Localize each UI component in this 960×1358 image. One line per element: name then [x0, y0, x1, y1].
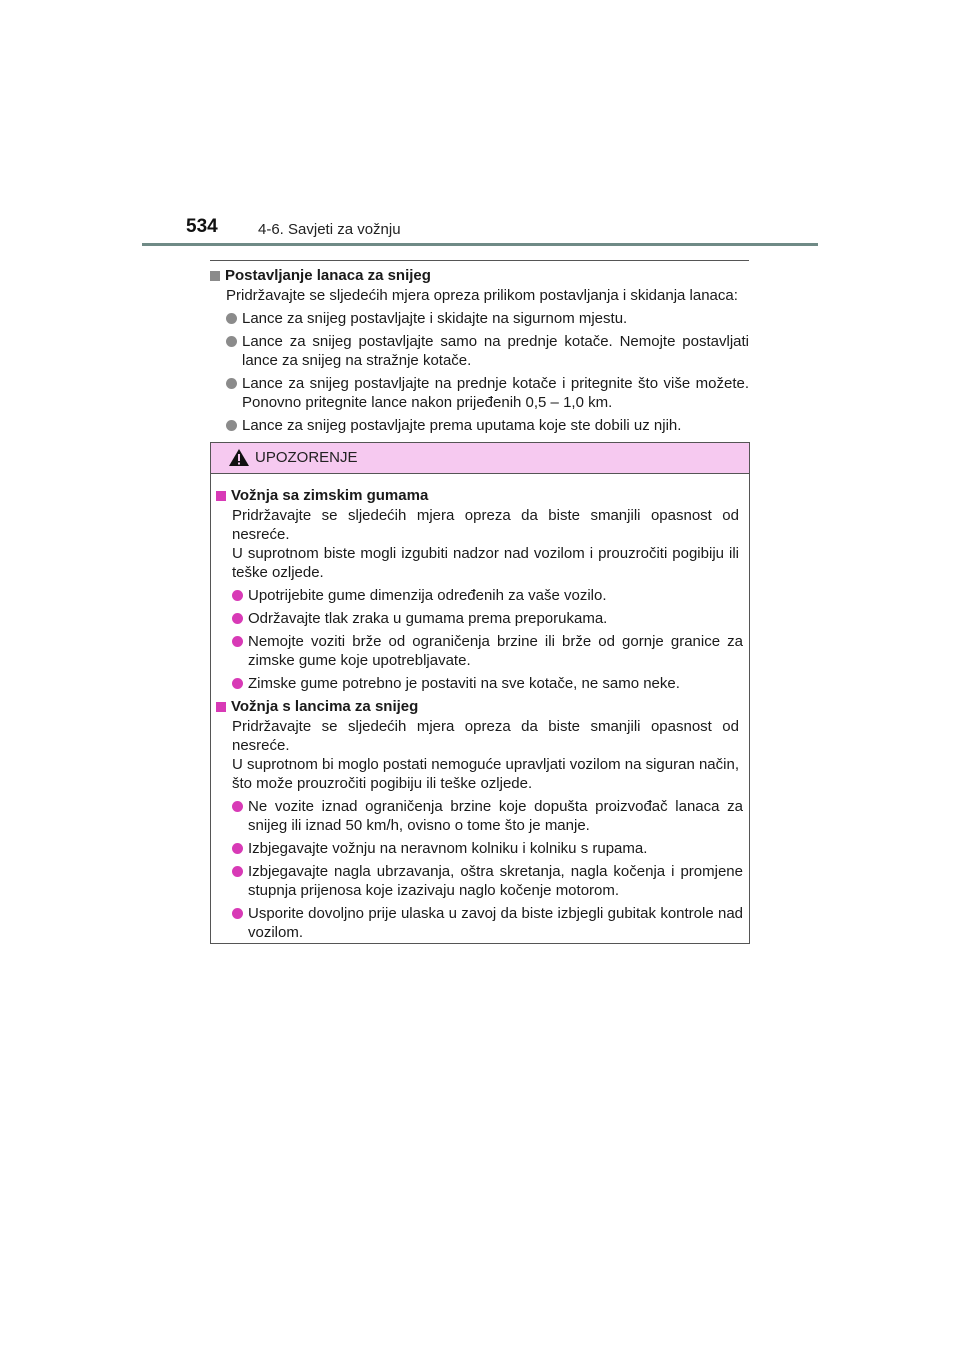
list-item: Izbjegavajte nagla ubrzavanja, oštra skretanja, nagla kočenja i promjene stupnja prijenosa koje izazivaju naglo kočenje motorom. [232, 862, 743, 900]
list-item: Lance za snijeg postavljajte samo na prednje kotače. Nemojte postavljati lance za snijeg na stražnje kotače. [226, 332, 749, 370]
circle-bullet-icon [232, 866, 243, 877]
warning-consequence: U suprotnom biste mogli izgubiti nadzor nad vozilom i prouzročiti pogibiju ili teške ozljede. [232, 545, 739, 581]
list-item: Lance za snijeg postavljajte i skidajte na sigurnom mjestu. [226, 309, 749, 328]
warning-heading-text: Vožnja sa zimskim gumama [231, 487, 429, 504]
circle-bullet-icon [232, 801, 243, 812]
circle-bullet-icon [232, 636, 243, 647]
warning-intro: Pridržavajte se sljedećih mjera opreza da biste smanjili opasnost od nesreće. [232, 507, 739, 543]
warning-box [210, 442, 750, 944]
bullet-list [232, 586, 743, 693]
warning-intro: Pridržavajte se sljedećih mjera opreza da biste smanjili opasnost od nesreće. [232, 718, 739, 754]
square-bullet-icon [216, 702, 226, 712]
square-bullet-icon [210, 271, 220, 281]
circle-bullet-icon [232, 613, 243, 624]
square-bullet-icon [216, 491, 226, 501]
content-divider [210, 260, 749, 261]
circle-bullet-icon [232, 908, 243, 919]
list-item: Održavajte tlak zraka u gumama prema preporukama. [232, 609, 743, 628]
circle-bullet-icon [226, 420, 237, 431]
snow-chains-section [210, 266, 749, 439]
circle-bullet-icon [226, 378, 237, 389]
circle-bullet-icon [232, 843, 243, 854]
circle-bullet-icon [226, 313, 237, 324]
list-item: Izbjegavajte vožnju na neravnom kolniku i kolniku s rupama. [232, 839, 743, 858]
circle-bullet-icon [232, 678, 243, 689]
list-item: Upotrijebite gume dimenzija određenih za vaše vozilo. [232, 586, 743, 605]
warning-heading-text: Vožnja s lancima za snijeg [231, 698, 419, 715]
header-divider [142, 243, 818, 246]
section-heading-text: Postavljanje lanaca za snijeg [225, 267, 431, 284]
bullet-list [226, 309, 749, 435]
section-intro: Pridržavajte se sljedećih mjera opreza prilikom postavljanja i skidanja lanaca: [226, 287, 738, 304]
list-item: Ne vozite iznad ograničenja brzine koje dopušta proizvođač lanaca za snijeg ili iznad 50 km/h, ovisno o tome što je manje. [232, 797, 743, 835]
list-item: Zimske gume potrebno je postaviti na sve kotače, ne samo neke. [232, 674, 743, 693]
warning-triangle-icon [228, 448, 250, 467]
warning-label: UPOZORENJE [255, 449, 358, 466]
page-number: 534 [186, 216, 218, 237]
list-item: Lance za snijeg postavljajte na prednje kotače i pritegnite što više možete. Ponovno pritegnite lance nakon prijeđenih 0,5 – 1,0 km. [226, 374, 749, 412]
warning-heading [216, 697, 743, 717]
circle-bullet-icon [232, 590, 243, 601]
section-heading [210, 266, 749, 286]
warning-heading [216, 486, 743, 506]
warning-consequence: U suprotnom bi moglo postati nemoguće upravljati vozilom na siguran način, što može prouzročiti pogibiju ili teške ozljede. [232, 756, 739, 792]
section-title: 4-6. Savjeti za vožnju [258, 221, 401, 238]
circle-bullet-icon [226, 336, 237, 347]
bullet-list [232, 797, 743, 942]
warning-body [211, 474, 749, 942]
list-item: Usporite dovoljno prije ulaska u zavoj da biste izbjegli gubitak kontrole nad vozilom. [232, 904, 743, 942]
warning-header [211, 443, 749, 474]
list-item: Nemojte voziti brže od ograničenja brzine ili brže od gornje granice za zimske gume koje upotrebljavate. [232, 632, 743, 670]
page-header [0, 0, 960, 250]
list-item: Lance za snijeg postavljajte prema uputama koje ste dobili uz njih. [226, 416, 749, 435]
